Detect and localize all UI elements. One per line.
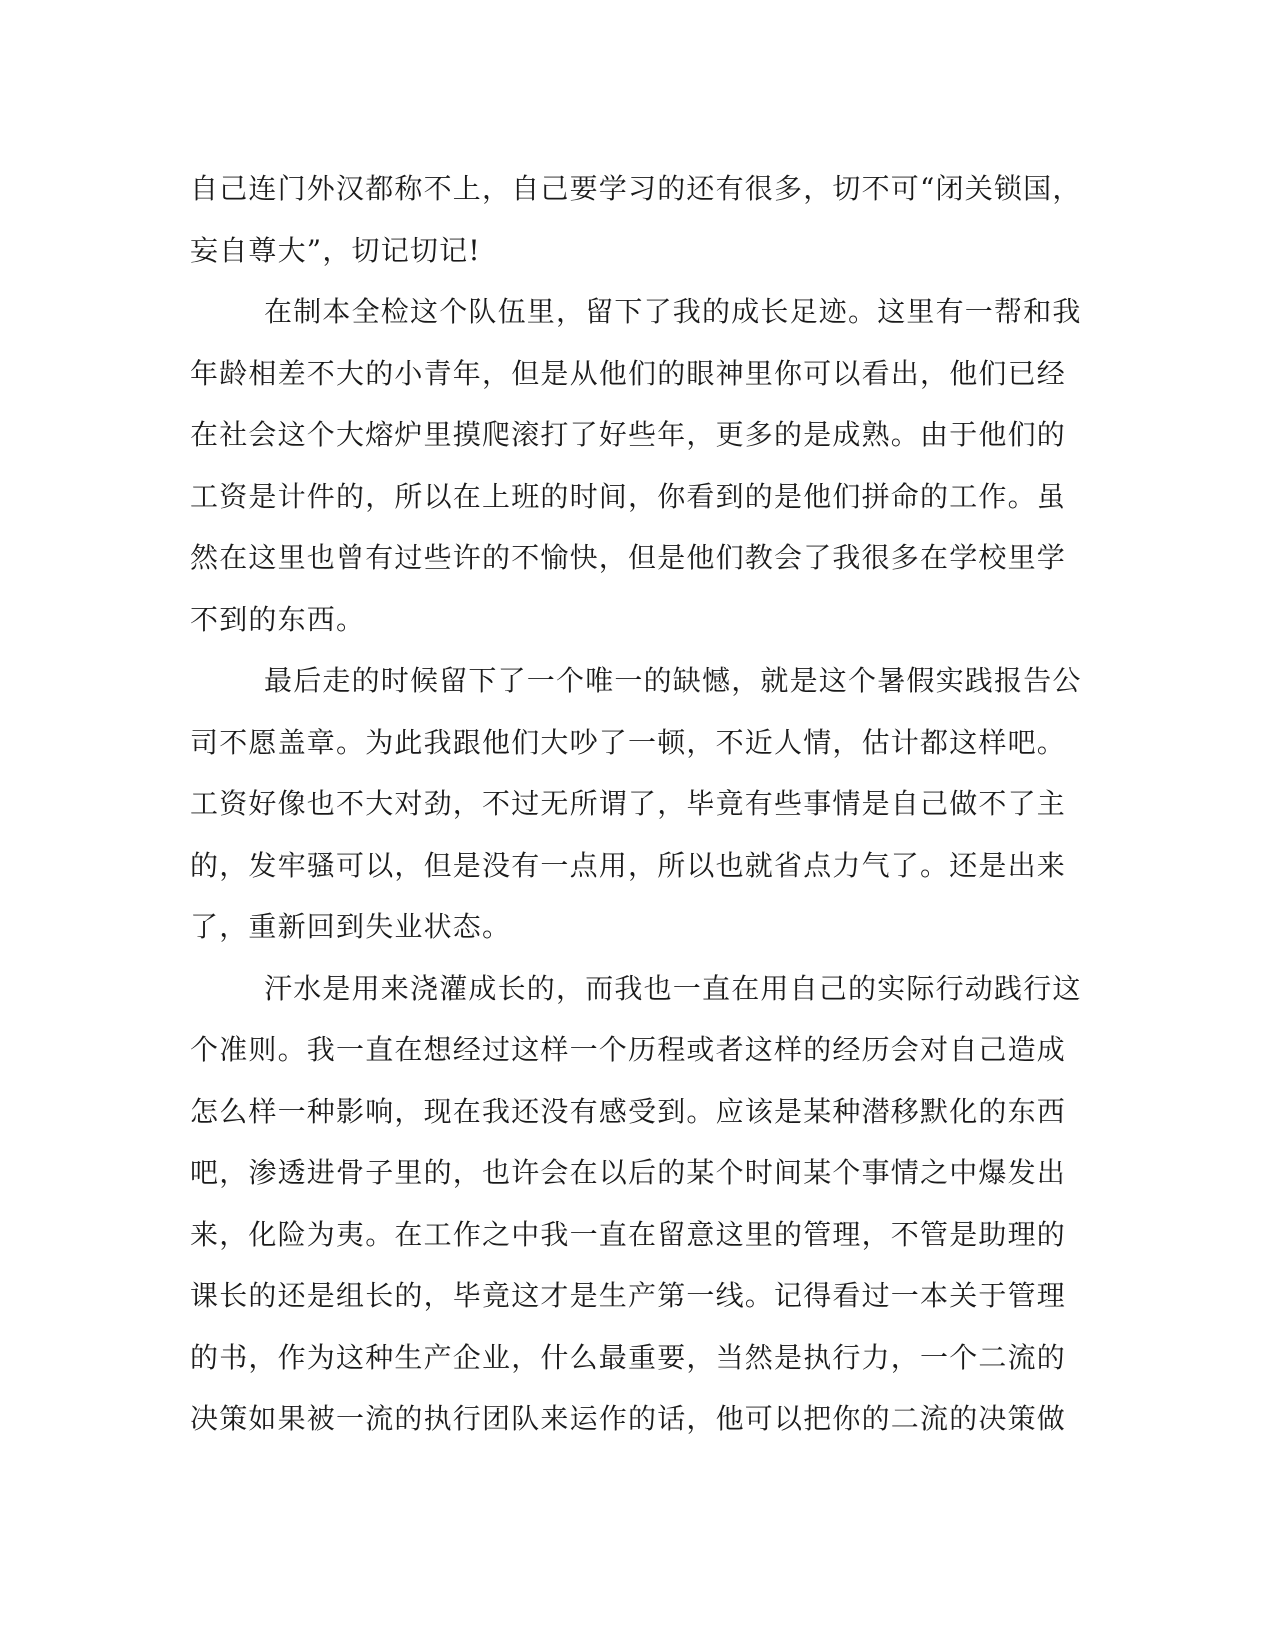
text-line: 决策如果被一流的执行团队来运作的话，他可以把你的二流的决策做 (190, 1402, 1067, 1435)
text-line: 妄自尊大”，切记切记! (190, 233, 481, 267)
text-line: 课长的还是组长的，毕竟这才是生产第一线。记得看过一本关于管理 (190, 1279, 1067, 1312)
text-line: 的，发牢骚可以，但是没有一点用，所以也就省点力气了。还是出来 (190, 848, 1067, 882)
text-line: 工资好像也不大对劲，不过无所谓了，毕竟有些事情是自己做不了主 (190, 787, 1067, 820)
paragraph-start-line: 在制本全检这个队伍里，留下了我的成长足迹。这里有一帮和我 (264, 295, 1082, 328)
paragraph-start-line: 汗水是用来浇灌成长的，而我也一直在用自己的实际行动践行这 (264, 971, 1082, 1005)
paragraph-start-line: 最后走的时候留下了一个唯一的缺憾，就是这个暑假实践报告公 (264, 664, 1082, 697)
text-line: 吧，渗透进骨子里的，也许会在以后的某个时间某个事情之中爆发出 (190, 1156, 1067, 1189)
text-line: 然在这里也曾有过些许的不愉快，但是他们教会了我很多在学校里学 (190, 541, 1067, 574)
text-line: 不到的东西。 (190, 602, 366, 636)
text-line: 年龄相差不大的小青年，但是从他们的眼神里你可以看出，他们已经 (190, 356, 1067, 390)
document-body (190, 158, 1080, 1450)
text-line: 在社会这个大熔炉里摸爬滚打了好些年，更多的是成熟。由于他们的 (190, 418, 1067, 451)
text-line: 了，重新回到失业状态。 (190, 910, 512, 943)
text-line: 怎么样一种影响，现在我还没有感受到。应该是某种潜移默化的东西 (190, 1094, 1067, 1128)
text-line: 自己连门外汉都称不上，自己要学习的还有很多，切不可“闭关锁国， (190, 172, 1082, 205)
text-line: 的书，作为这种生产企业，什么最重要，当然是执行力，一个二流的 (190, 1340, 1067, 1374)
text-line: 司不愿盖章。为此我跟他们大吵了一顿，不近人情，估计都这样吧。 (190, 725, 1067, 759)
text-line: 个准则。我一直在想经过这样一个历程或者这样的经历会对自己造成 (190, 1033, 1067, 1066)
text-line: 工资是计件的，所以在上班的时间，你看到的是他们拼命的工作。虽 (190, 479, 1067, 513)
text-line: 来，化险为夷。在工作之中我一直在留意这里的管理，不管是助理的 (190, 1217, 1067, 1251)
